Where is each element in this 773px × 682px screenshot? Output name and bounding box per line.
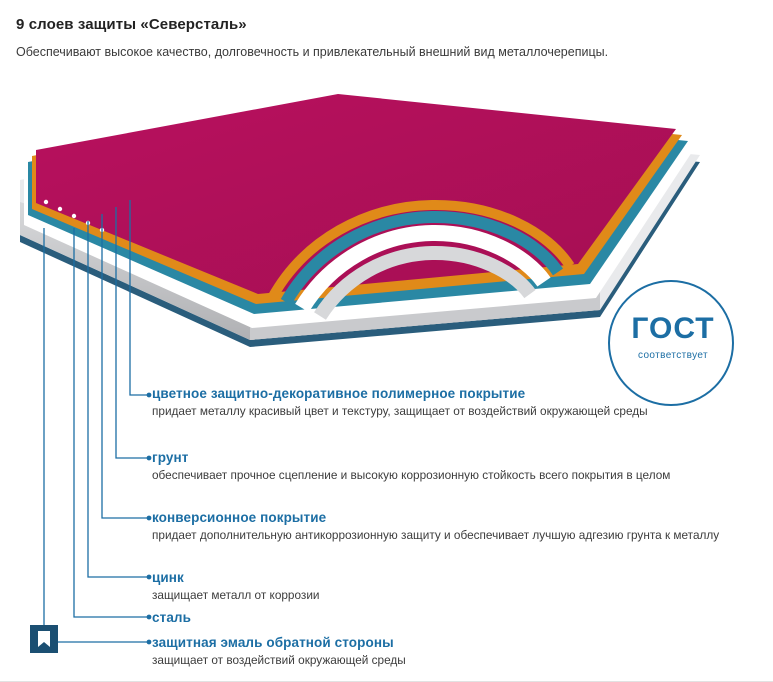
callout-description: придает дополнительную антикоррозионную защиту и обеспечивает лучшую адгезию грунта к металлу (152, 528, 720, 542)
callout-conversion-coating (152, 510, 757, 544)
bookmark-icon (38, 631, 50, 647)
callout-description: защищает от воздействий окружающей среды (152, 653, 406, 667)
header (0, 0, 773, 59)
callout-zinc (152, 570, 757, 604)
page-subtitle: Обеспечивают высокое качество, долговечность и привлекательный внешний вид металлочерепицы. (16, 45, 609, 59)
callout-title: сталь (152, 610, 192, 625)
callout-title: защитная эмаль обратной стороны (152, 635, 394, 650)
callout-title: цинк (152, 570, 184, 585)
callout-title: грунт (152, 450, 189, 465)
callout-description: защищает металл от коррозии (152, 588, 320, 602)
bookmark-button[interactable] (30, 625, 58, 653)
gost-badge-subtext: соответствует (637, 350, 709, 361)
callout-description: обеспечивает прочное сцепление и высокую коррозионную стойкость всего покрытия в целом (152, 468, 671, 482)
callout-title: цветное защитно-декоративное полимерное покрытие (152, 386, 526, 401)
gost-badge-text: ГОСТ (631, 312, 715, 345)
callout-title: конверсионное покрытие (152, 510, 327, 525)
callout-back-enamel (152, 635, 757, 669)
page-title: 9 слоев защиты «Северсталь» (16, 16, 247, 33)
callout-polymer-coating (152, 386, 757, 420)
callout-primer (152, 450, 757, 484)
callout-description: придает металлу красивый цвет и текстуру, защищает от воздействий окружающей среды (152, 404, 648, 418)
layers-illustration (0, 92, 773, 382)
callout-steel (152, 610, 757, 628)
